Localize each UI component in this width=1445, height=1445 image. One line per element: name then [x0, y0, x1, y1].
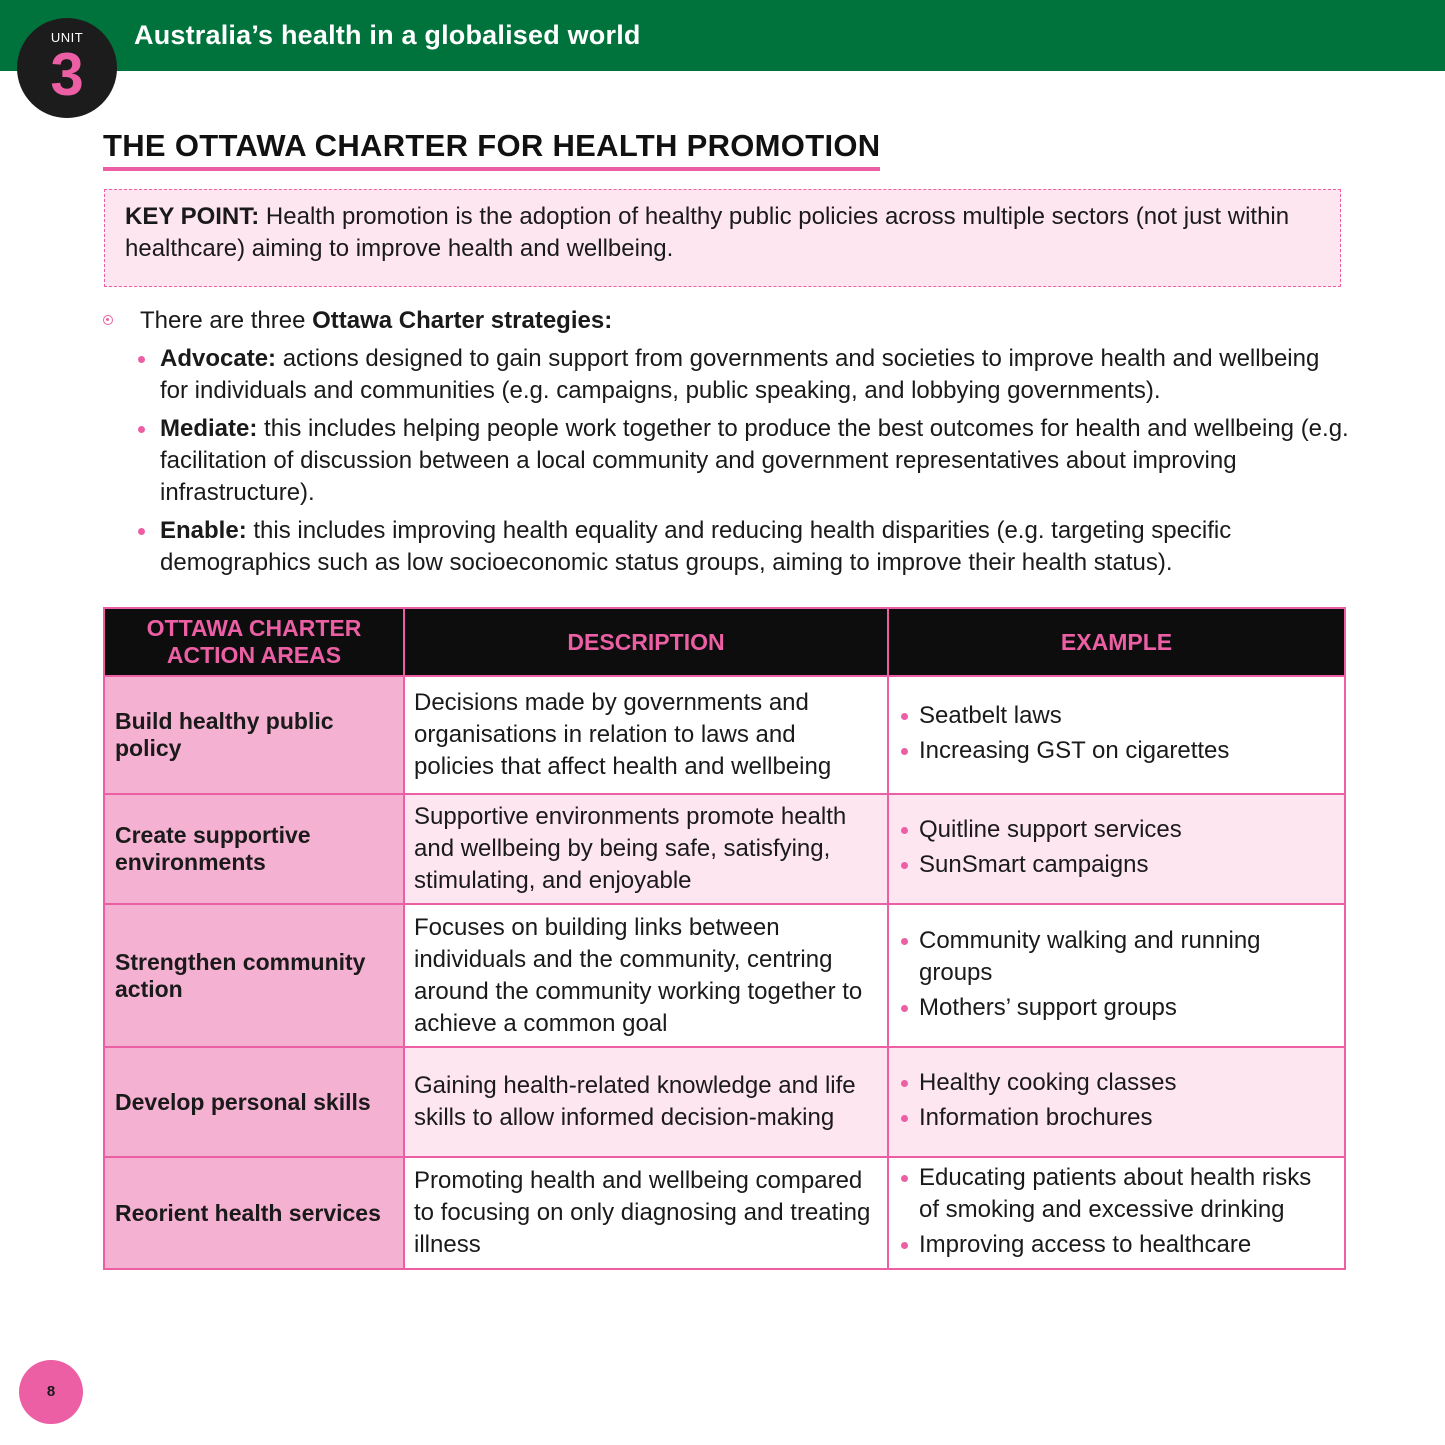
example-cell: [888, 794, 1345, 904]
action-area-cell: Build healthy public policy: [104, 676, 404, 794]
bullet-icon: [901, 827, 908, 834]
unit-label: UNIT: [50, 30, 84, 45]
header-action-areas: OTTAWA CHARTER ACTION AREAS: [104, 608, 404, 676]
example-text: SunSmart campaigns: [919, 851, 1149, 878]
strategy-term: Advocate:: [160, 345, 277, 372]
strategy-text: actions designed to gain support from governments and societies to improve health and wellbeing for individuals and communities (e.g. campaigns, public speaking, and lobbying governments).: [160, 345, 1320, 404]
strategy-term: Enable:: [160, 517, 247, 544]
bullet-icon: [901, 862, 908, 869]
example-cell: [888, 1157, 1345, 1269]
action-area-cell: Strengthen community action: [104, 904, 404, 1047]
bullet-icon: [138, 426, 145, 433]
bullet-icon: [138, 356, 145, 363]
table-row: [104, 904, 1345, 1047]
example-cell: [888, 1047, 1345, 1157]
strategies-intro: [100, 305, 1350, 337]
key-point-label: KEY POINT:: [125, 203, 260, 230]
example-item: [899, 1162, 1335, 1226]
bullet-icon: [901, 748, 908, 755]
example-text: Community walking and running groups: [919, 926, 1261, 986]
bullet-icon: [901, 938, 908, 945]
key-point-box: [104, 189, 1341, 287]
action-area-cell: Create supportive environments: [104, 794, 404, 904]
key-point-text: Health promotion is the adoption of healthy public policies across multiple sectors (not just within healthcare) aiming to improve health and wellbeing.: [125, 203, 1290, 262]
example-text: Educating patients about health risks of smoking and excessive drinking: [919, 1164, 1312, 1223]
description-cell: Supportive environments promote health and wellbeing by being safe, satisfying, stimulating, and enjoyable: [404, 794, 888, 904]
bullet-icon: [901, 1242, 908, 1249]
bullet-icon: [138, 528, 145, 535]
strategy-enable: [100, 515, 1350, 579]
intro-prefix: There are three: [140, 307, 313, 334]
strategy-advocate: [100, 343, 1350, 407]
table-header-row: [104, 608, 1345, 676]
strategy-term: Mediate:: [160, 415, 258, 442]
bullet-icon: [901, 1115, 908, 1122]
example-cell: [888, 904, 1345, 1047]
example-item: [899, 849, 1335, 881]
bullet-icon: [901, 713, 908, 720]
example-text: Quitline support services: [919, 816, 1182, 843]
bullet-icon: [901, 1005, 908, 1012]
strategy-text: this includes helping people work together to produce the best outcomes for health and wellbeing (e.g. facilitation of discussion between a local community and government representatives about improving infrastructure).: [160, 415, 1349, 506]
strategy-mediate: [100, 413, 1350, 509]
example-item: [899, 1229, 1335, 1261]
example-text: Increasing GST on cigarettes: [919, 737, 1230, 764]
example-item: [899, 1102, 1335, 1134]
example-text: Healthy cooking classes: [919, 1069, 1177, 1096]
table-row: [104, 1157, 1345, 1269]
example-item: [899, 700, 1335, 732]
strategies-section: [100, 305, 1350, 579]
example-item: [899, 735, 1335, 767]
page-number: 8: [19, 1360, 83, 1424]
example-item: [899, 1067, 1335, 1099]
example-text: Information brochures: [919, 1104, 1153, 1131]
example-item: [899, 992, 1335, 1024]
header-example: EXAMPLE: [888, 608, 1345, 676]
ring-bullet-icon: [103, 315, 113, 325]
example-item: [899, 925, 1335, 989]
description-cell: Promoting health and wellbeing compared to focusing on only diagnosing and treating illness: [404, 1157, 888, 1269]
table-row: [104, 794, 1345, 904]
example-item: [899, 814, 1335, 846]
bullet-icon: [901, 1175, 908, 1182]
action-areas-table: [103, 607, 1346, 1270]
action-area-cell: Develop personal skills: [104, 1047, 404, 1157]
example-cell: [888, 676, 1345, 794]
header-description: DESCRIPTION: [404, 608, 888, 676]
bullet-icon: [901, 1080, 908, 1087]
page-title: THE OTTAWA CHARTER FOR HEALTH PROMOTION: [103, 128, 880, 171]
description-cell: Focuses on building links between individuals and the community, centring around the community working together to achieve a common goal: [404, 904, 888, 1047]
intro-bold: Ottawa Charter strategies:: [312, 307, 613, 334]
unit-number: 3: [50, 41, 84, 108]
description-cell: Decisions made by governments and organisations in relation to laws and policies that affect health and wellbeing: [404, 676, 888, 794]
unit-badge: [17, 18, 117, 118]
unit-title: Australia’s health in a globalised world: [134, 20, 641, 50]
table-row: [104, 676, 1345, 794]
table-row: [104, 1047, 1345, 1157]
example-text: Mothers’ support groups: [919, 993, 1177, 1021]
action-area-cell: Reorient health services: [104, 1157, 404, 1269]
example-text: Improving access to healthcare: [919, 1231, 1252, 1258]
description-cell: Gaining health-related knowledge and life skills to allow informed decision-making: [404, 1047, 888, 1157]
header-banner: [0, 0, 1445, 71]
example-text: Seatbelt laws: [919, 702, 1062, 729]
strategy-text: this includes improving health equality and reducing health disparities (e.g. targeting specific demographics such as low socioeconomic status groups, aiming to improve their health status).: [160, 517, 1232, 576]
